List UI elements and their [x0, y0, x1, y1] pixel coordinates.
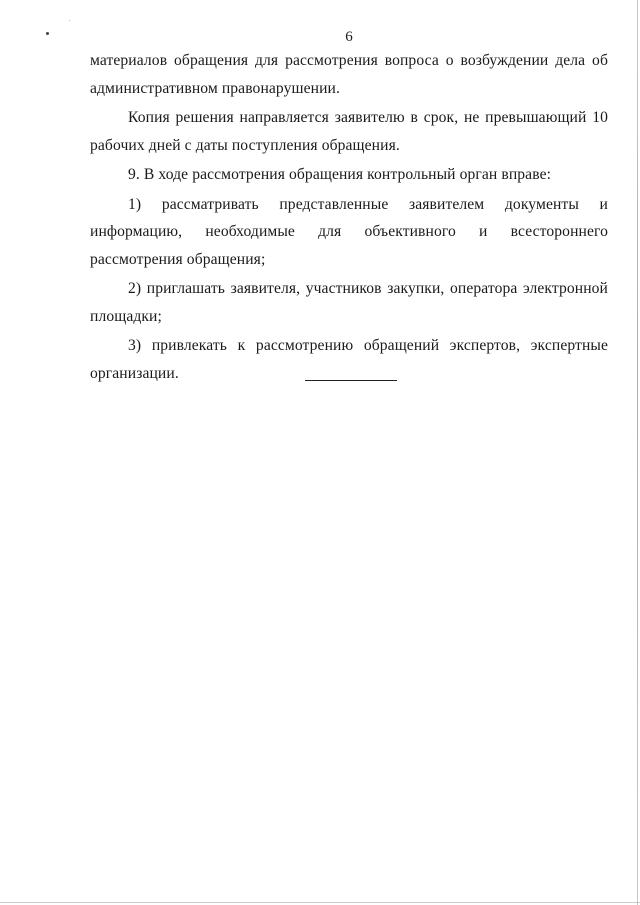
document-body [90, 47, 608, 387]
scan-edge-right [637, 0, 638, 905]
scan-edge-bottom [0, 902, 640, 903]
paragraph-continuation: материалов обращения для рассмотрения вопроса о возбуждении дела об административном правонарушении. [90, 52, 608, 97]
end-divider-line [305, 380, 397, 381]
paragraph-subitem-1: 1) рассматривать представленные заявителем документы и информацию, необходимые для объективного и всестороннего рассмотрения обращения; [90, 195, 608, 268]
paragraph-subitem-3: 3) привлекать к рассмотрению обращений экспертов, экспертные организации. [90, 337, 608, 382]
scan-speck [69, 20, 70, 21]
paragraph-copy-decision: Копия решения направляется заявителю в срок, не превышающий 10 рабочих дней с даты поступления обращения. [90, 109, 608, 154]
paragraph-item-9: 9. В ходе рассмотрения обращения контрольный орган вправе: [128, 166, 552, 183]
paragraph-subitem-2: 2) приглашать заявителя, участников закупки, оператора электронной площадки; [90, 280, 608, 325]
page-number: 6 [345, 29, 353, 45]
